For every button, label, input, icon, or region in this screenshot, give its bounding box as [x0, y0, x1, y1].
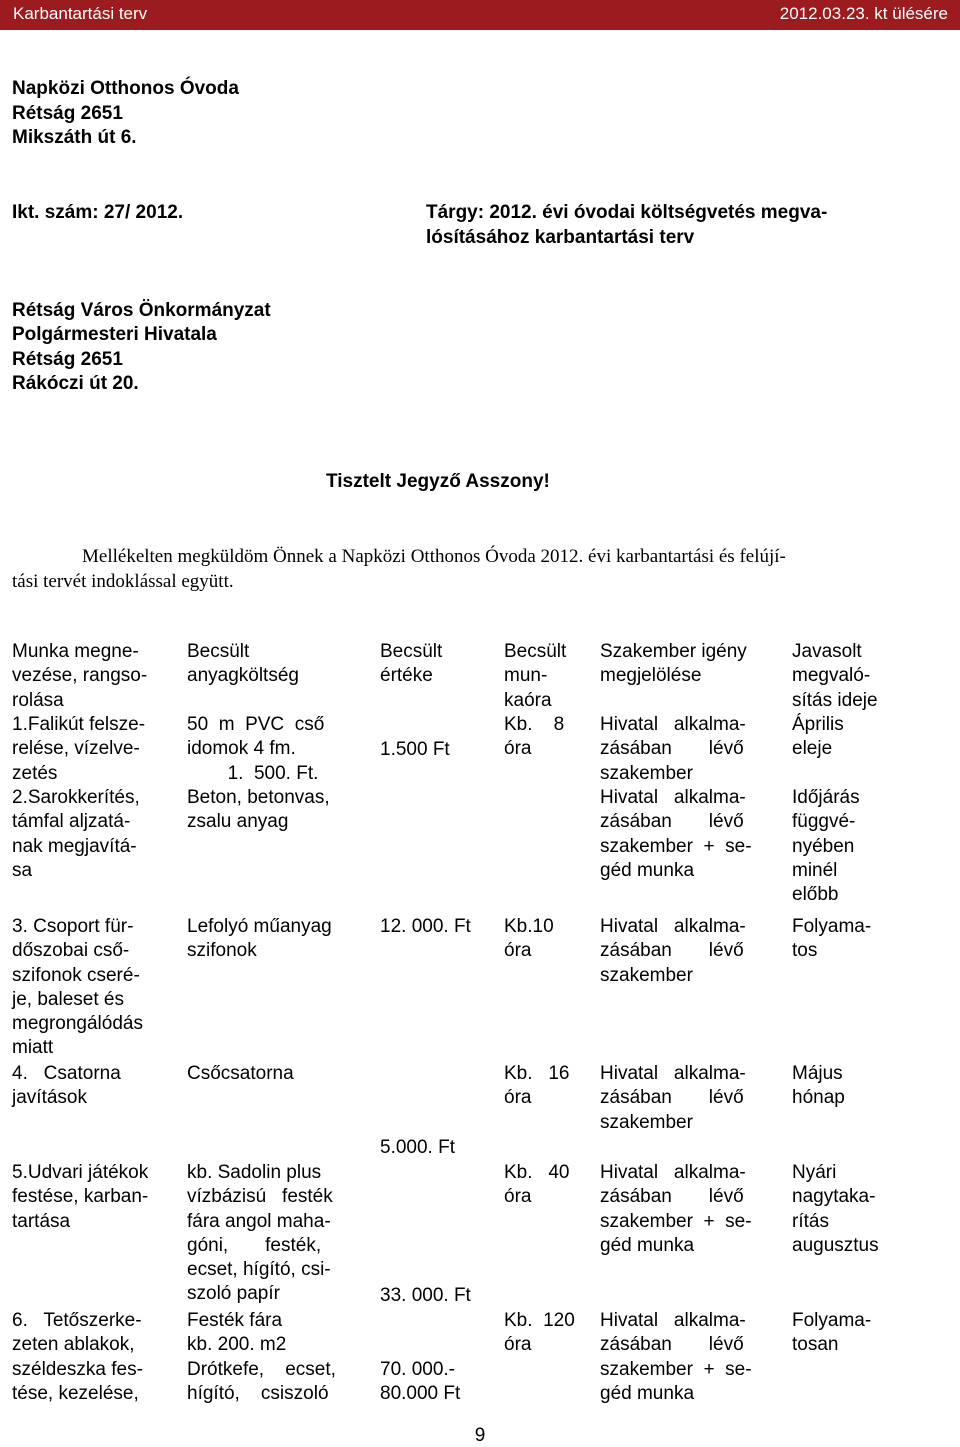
- body-line-1: Mellékelten megküldöm Önnek a Napközi Otthonos Óvoda 2012. évi karbantartási és felújí-: [82, 546, 786, 567]
- recipient-line-1: Rétság Város Önkormányzat: [12, 300, 271, 321]
- col-timing-row-1: Április eleje: [792, 714, 844, 760]
- col-specialist-row-4: Hivatal alkalma- zásában lévő szakember: [600, 1063, 746, 1133]
- col-hours-header: Becsült mun- kaóra: [504, 641, 567, 711]
- col-specialist-header: Szakember igény megjelölése: [600, 641, 747, 687]
- col-timing-row-2: Időjárás függvé- nyében minél előbb: [792, 787, 860, 906]
- col-timing-row-3: Folyama- tos: [792, 916, 872, 962]
- col-specialist-row-6: Hivatal alkalma- zásában lévő szakember + se- géd munka: [600, 1310, 752, 1404]
- col-work-row-4: 4. Csatorna javítások: [12, 1063, 121, 1109]
- col-material-row-1-cost: 1. 500. Ft.: [227, 763, 319, 784]
- col-hours-row-6: Kb. 120 óra: [504, 1310, 575, 1356]
- page-header-bar: [0, 0, 960, 30]
- col-work-row-2: 2.Sarokkerítés, támfal aljzatá- nak megjavítá- sa: [12, 787, 140, 881]
- col-value-row-4: 5.000. Ft: [380, 1137, 455, 1158]
- col-material-header: Becsült anyagköltség: [187, 641, 299, 687]
- col-hours-row-3: Kb.10 óra: [504, 916, 554, 962]
- col-work-row-1: 1.Falikút felsze- relése, vízelve- zetés: [12, 714, 146, 784]
- sender-line-2: Rétság 2651: [12, 103, 123, 124]
- col-material-row-1: 50 m PVC cső idomok 4 fm.: [187, 714, 325, 760]
- header-right-date: 2012.03.23. kt ülésére: [779, 4, 948, 23]
- recipient-line-2: Polgármesteri Hivatala: [12, 324, 217, 345]
- col-material-row-3: Lefolyó műanyag szifonok: [187, 916, 332, 962]
- col-specialist-row-3: Hivatal alkalma- zásában lévő szakember: [600, 916, 746, 986]
- reference-number: Ikt. szám: 27/ 2012.: [12, 202, 184, 223]
- col-material-row-6: Festék fára kb. 200. m2 Drótkefe, ecset, hígító, csiszoló: [187, 1310, 336, 1404]
- col-specialist-row-5: Hivatal alkalma- zásában lévő szakember + se- géd munka: [600, 1162, 752, 1256]
- col-work-row-6: 6. Tetőszerke- zeten ablakok, széldeszka fes- tése, kezelése,: [12, 1310, 143, 1404]
- col-material-row-4: Csőcsatorna: [187, 1063, 294, 1084]
- col-hours-row-4: Kb. 16 óra: [504, 1063, 570, 1109]
- col-timing-row-4: Május hónap: [792, 1063, 845, 1109]
- subject-line-2: lósításához karbantartási terv: [426, 227, 695, 248]
- col-specialist-row-2: Hivatal alkalma- zásában lévő szakember + se- géd munka: [600, 787, 752, 881]
- col-timing-row-5: Nyári nagytaka- rítás augusztus: [792, 1162, 879, 1256]
- sender-line-3: Mikszáth út 6.: [12, 127, 137, 148]
- col-material-row-5: kb. Sadolin plus vízbázisú festék fára angol maha- góni, festék, ecset, hígító, csi- szoló papír: [187, 1162, 333, 1305]
- salutation: Tisztelt Jegyző Asszony!: [326, 471, 550, 492]
- col-hours-row-5: Kb. 40 óra: [504, 1162, 570, 1208]
- sender-line-1: Napközi Otthonos Óvoda: [12, 78, 239, 99]
- header-left-title: Karbantartási terv: [13, 4, 148, 23]
- col-material-row-2: Beton, betonvas, zsalu anyag: [187, 787, 330, 833]
- col-value-row-1: 1.500 Ft: [380, 739, 450, 760]
- col-specialist-row-1: Hivatal alkalma- zásában lévő szakember: [600, 714, 746, 784]
- col-value-header: Becsült értéke: [380, 641, 443, 687]
- recipient-line-3: Rétság 2651: [12, 349, 123, 370]
- col-value-row-3: 12. 000. Ft: [380, 916, 471, 937]
- recipient-line-4: Rákóczi út 20.: [12, 373, 139, 394]
- page-number: 9: [474, 1425, 486, 1446]
- col-value-row-6: 70. 000.- 80.000 Ft: [380, 1359, 461, 1405]
- col-work-header: Munka megne- vezése, rangso- rolása: [12, 641, 148, 711]
- body-line-2: tási tervét indoklással együtt.: [12, 571, 234, 592]
- subject-line-1: Tárgy: 2012. évi óvodai költségvetés megva-: [426, 202, 828, 223]
- col-value-row-5: 33. 000. Ft: [380, 1285, 471, 1306]
- col-timing-header: Javasolt megvaló- sítás ideje: [792, 641, 878, 711]
- col-hours-row-1: Kb. 8 óra: [504, 714, 565, 760]
- col-timing-row-6: Folyama- tosan: [792, 1310, 872, 1356]
- col-work-row-5: 5.Udvari játékok festése, karban- tartása: [12, 1162, 149, 1232]
- col-work-row-3: 3. Csoport für- dőszobai cső- szifonok cseré- je, baleset és megrongálódás miatt: [12, 916, 143, 1059]
